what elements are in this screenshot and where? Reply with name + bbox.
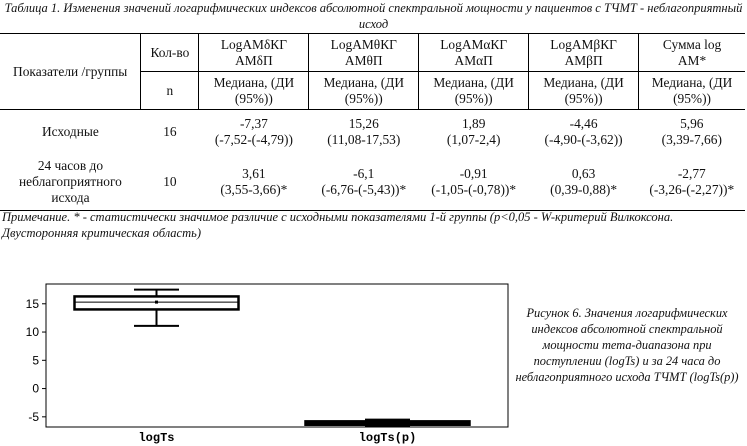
theta-boxplot [0, 281, 512, 446]
figure-caption: Рисунок 6. Значения логарифмических индексов абсолютной спектральной мощности тета-диапазона при поступлении (logTs) и за 24 часа до неблагоприятного исхода ТЧМТ (logTs(p)) [515, 306, 739, 384]
stat-label: Медиана, (ДИ (95%)) [309, 72, 419, 110]
category-label: logTs(p) [358, 431, 417, 445]
table-row [0, 154, 745, 211]
count-subheader: n [141, 72, 199, 110]
table-cell: 15,26 (11,08-17,53) [327, 116, 401, 147]
table-cell: 3,61 (3,55-3,66)* [199, 154, 309, 211]
group-header: Показатели /группы [0, 34, 141, 110]
stat-label: Медиана, (ДИ (95%)) [529, 72, 639, 110]
mean-marker [155, 301, 158, 304]
table-cell: -6,1 (-6,76-(-5,43))* [309, 154, 419, 211]
row-label: Исходные [42, 124, 99, 139]
table-cell: -4,46 (-4,90-(-3,62)) [544, 116, 623, 147]
table-cell: -7,37 (-7,52-(-4,79)) [214, 116, 293, 147]
row-label: 24 часов до неблагоприятного исхода [0, 154, 141, 211]
table-header-row [0, 34, 745, 72]
col-header-theta: LogАМθКГ АМθП [309, 34, 419, 72]
category-label: logTs [138, 431, 175, 445]
row-count: 10 [141, 154, 199, 211]
table-note: Примечание. * - статистически значимое различие с исходными показателями 1-й группы (p<0,05 - W-критерий Вилкоксона. Двусторонняя критическая область) [2, 210, 674, 240]
y-tick-label: -5 [28, 409, 39, 424]
stat-label: Медиана, (ДИ (95%)) [419, 72, 529, 110]
count-header: Кол-во [141, 34, 199, 72]
y-tick-label: 15 [25, 296, 39, 311]
table-cell: 5,96 (3,39-7,66) [661, 116, 722, 147]
col-header-beta: LogАМβКГ АМβП [529, 34, 639, 72]
y-tick-label: 0 [32, 381, 39, 396]
table-cell: -0,91 (-1,05-(-0,78))* [419, 154, 529, 211]
table-cell: 1,89 (1,07-2,4) [446, 116, 501, 147]
stat-label: Медиана, (ДИ (95%)) [199, 72, 309, 110]
row-count: 16 [163, 124, 177, 139]
table-row [0, 110, 745, 155]
stat-label: Медиана, (ДИ (95%)) [639, 72, 745, 110]
table-caption: Таблица 1. Изменения значений логарифмических индексов абсолютной спектральной мощности у пациентов с ТЧМТ - неблагоприятный исход [4, 1, 743, 31]
table-cell: -2,77 (-3,26-(-2,27))* [639, 154, 745, 211]
y-tick-label: 5 [32, 353, 39, 368]
col-header-alpha: LogАМαКГ АМαП [419, 34, 529, 72]
table-cell: 0,63 (0,39-0,88)* [529, 154, 639, 211]
mean-marker [386, 422, 389, 425]
results-table [0, 33, 745, 211]
y-tick-label: 10 [25, 325, 39, 340]
col-header-sum: Сумма log АМ* [639, 34, 745, 72]
col-header-delta: LogАМδКГ АМδП [199, 34, 309, 72]
